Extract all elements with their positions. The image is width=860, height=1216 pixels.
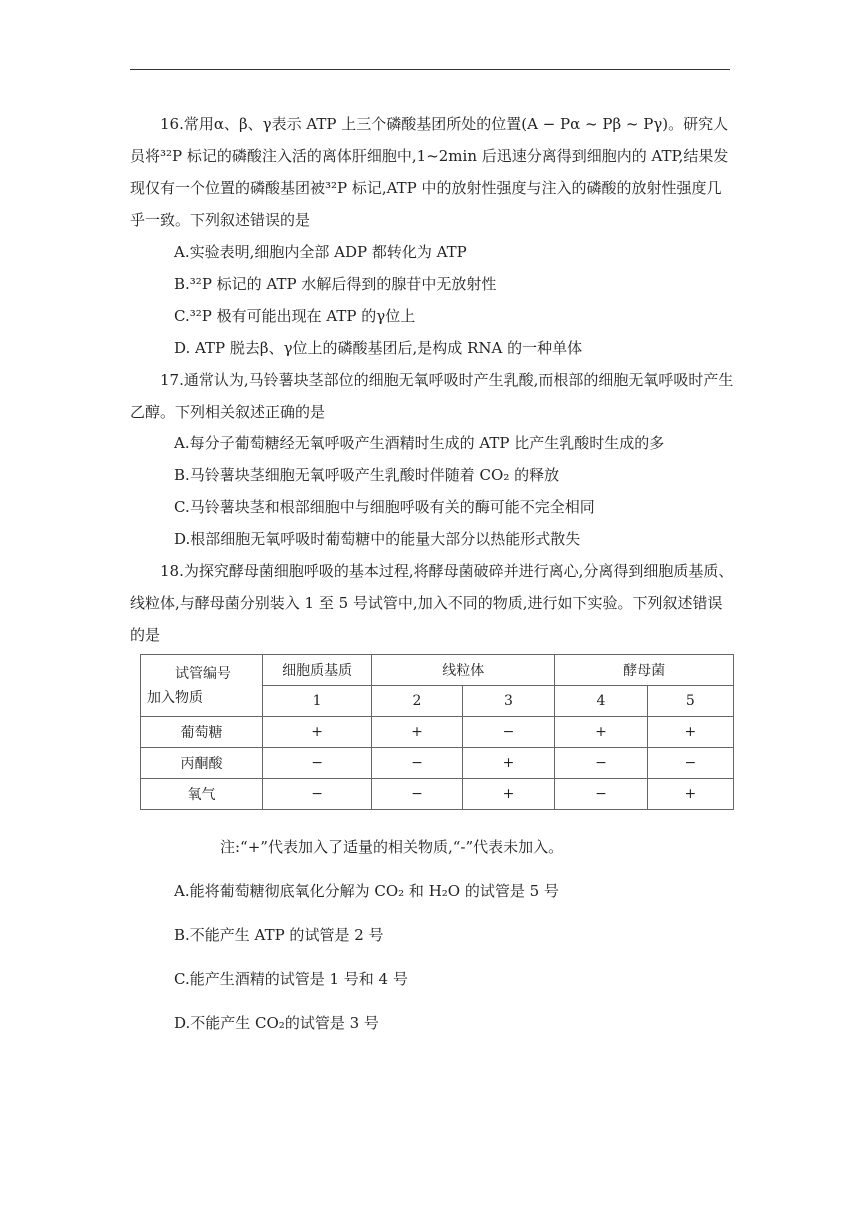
question-17-stem: 17.通常认为,马铃薯块茎部位的细胞无氧呼吸时产生乳酸,而根部的细胞无氧呼吸时产生乙醇。下列相关叙述正确的是 <box>130 371 734 421</box>
table-row <box>141 717 734 748</box>
table-tube-number: 1 <box>262 686 371 717</box>
question-16-option-c: C.³²P 极有可能出现在 ATP 的γ位上 <box>174 307 416 325</box>
question-17-option-c: C.马铃薯块茎和根部细胞中与细胞呼吸有关的酶可能不完全相同 <box>174 498 595 516</box>
question-16-option-a: A.实验表明,细胞内全部 ADP 都转化为 ATP <box>174 243 467 261</box>
table-note: 注:“+”代表加入了适量的相关物质,“-”代表未加入。 <box>220 838 564 856</box>
experiment-table <box>140 654 734 810</box>
table-group-header: 细胞质基质 <box>262 655 371 686</box>
table-cell: − <box>555 779 648 810</box>
table-row-label: 丙酮酸 <box>141 748 263 779</box>
table-group-header: 酵母菌 <box>555 655 734 686</box>
table-tube-number: 2 <box>372 686 462 717</box>
table-cell: − <box>262 748 371 779</box>
question-17-option-b: B.马铃薯块茎细胞无氧呼吸产生乳酸时伴随着 CO₂ 的释放 <box>174 466 560 484</box>
table-cell: − <box>372 748 462 779</box>
table-cell: + <box>555 717 648 748</box>
table-row-label: 氧气 <box>141 779 263 810</box>
table-row <box>141 748 734 779</box>
table-cell: − <box>647 748 733 779</box>
table-row <box>141 779 734 810</box>
question-16-stem: 16.常用α、β、γ表示 ATP 上三个磷酸基团所处的位置(A − Pα ~ Pβ ~ Pγ)。研究人员将³²P 标记的磷酸注入活的离体肝细胞中,1~2min 后迅速分离得到细胞内的 ATP,结果发现仅有一个位置的磷酸基团被³²P 标记,ATP 中的放射性强度与注入的磷酸的放射性强度几乎一致。下列叙述错误的是 <box>130 115 729 229</box>
question-17-option-d: D.根部细胞无氧呼吸时葡萄糖中的能量大部分以热能形式散失 <box>174 530 581 548</box>
table-tube-number: 4 <box>555 686 648 717</box>
table-tube-number: 5 <box>647 686 733 717</box>
table-corner-bottom: 加入物质 <box>147 689 203 706</box>
table-cell: − <box>555 748 648 779</box>
table-cell: − <box>462 717 555 748</box>
document-body <box>130 108 735 1038</box>
table-tube-number: 3 <box>462 686 555 717</box>
table-cell: + <box>647 779 733 810</box>
table-cell: + <box>647 717 733 748</box>
question-18-stem: 18.为探究酵母菌细胞呼吸的基本过程,将酵母菌破碎并进行离心,分离得到细胞质基质、线粒体,与酵母菌分别装入 1 至 5 号试管中,加入不同的物质,进行如下实验。下列叙述错误的是 <box>130 562 734 644</box>
table-corner-cell <box>141 655 263 717</box>
header-rule <box>130 69 730 70</box>
table-cell: + <box>372 717 462 748</box>
question-18-option-a: A.能将葡萄糖彻底氧化分解为 CO₂ 和 H₂O 的试管是 5 号 <box>174 882 559 900</box>
question-18-option-c: C.能产生酒精的试管是 1 号和 4 号 <box>174 970 408 988</box>
table-group-header: 线粒体 <box>372 655 555 686</box>
table-cell: − <box>262 779 371 810</box>
question-18-option-b: B.不能产生 ATP 的试管是 2 号 <box>174 926 384 944</box>
question-16-option-d: D. ATP 脱去β、γ位上的磷酸基团后,是构成 RNA 的一种单体 <box>174 339 583 357</box>
question-17-option-a: A.每分子葡萄糖经无氧呼吸产生酒精时生成的 ATP 比产生乳酸时生成的多 <box>174 434 665 452</box>
question-16-option-b: B.³²P 标记的 ATP 水解后得到的腺苷中无放射性 <box>174 275 497 293</box>
table-cell: + <box>462 748 555 779</box>
table-cell: − <box>372 779 462 810</box>
question-18-option-d: D.不能产生 CO₂的试管是 3 号 <box>174 1014 379 1032</box>
table-cell: + <box>262 717 371 748</box>
table-row-label: 葡萄糖 <box>141 717 263 748</box>
table-corner-top: 试管编号 <box>175 665 231 682</box>
table-cell: + <box>462 779 555 810</box>
